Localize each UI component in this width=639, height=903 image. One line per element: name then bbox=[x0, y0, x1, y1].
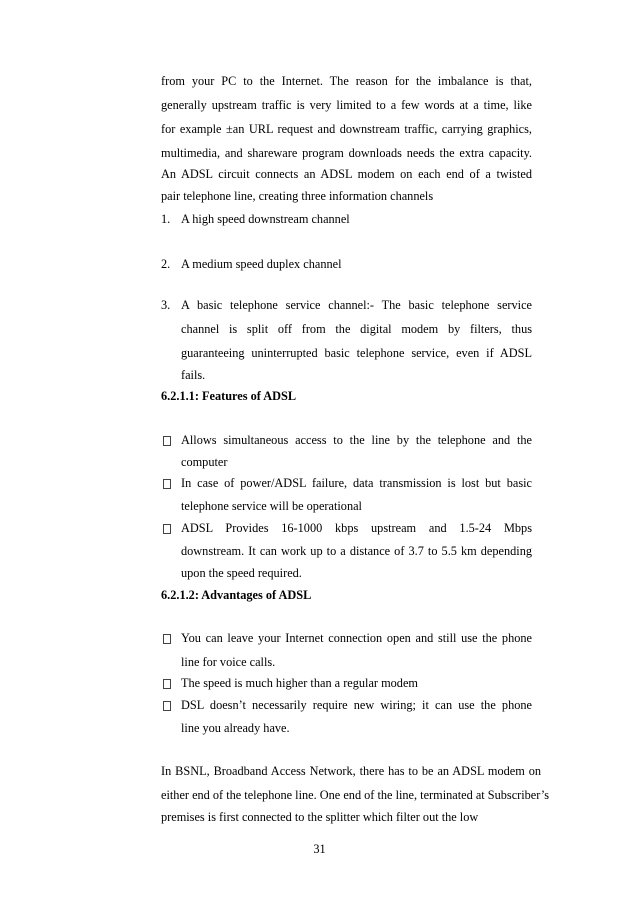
bullet-icon bbox=[163, 436, 171, 446]
list-item-text: A high speed downstream channel bbox=[181, 212, 350, 226]
page-number: 31 bbox=[313, 842, 326, 856]
body-line: premises is first connected to the splitter which filter out the low bbox=[161, 810, 479, 824]
bullet-text: In case of power/ADSL failure, data transmission is lost but basic bbox=[181, 476, 532, 490]
bullet-text: computer bbox=[181, 455, 228, 469]
body-line: either end of the telephone line. One end of the line, terminated at Subscriber’s bbox=[161, 788, 550, 802]
body-line: pair telephone line, creating three information channels bbox=[161, 189, 434, 203]
body-line: from your PC to the Internet. The reason for the imbalance is that, bbox=[161, 74, 532, 88]
section-heading-advantages: 6.2.1.2: Advantages of ADSL bbox=[161, 588, 312, 602]
bullet-text: telephone service will be operational bbox=[181, 499, 362, 513]
bullet-text: You can leave your Internet connection open and still use the phone bbox=[181, 631, 532, 645]
bullet-text: The speed is much higher than a regular modem bbox=[181, 676, 418, 690]
list-item-text: fails. bbox=[181, 368, 206, 382]
bullet-icon bbox=[163, 679, 171, 689]
body-line: for example ±an URL request and downstream traffic, carrying graphics, bbox=[161, 122, 532, 136]
bullet-icon bbox=[163, 479, 171, 489]
body-line: multimedia, and shareware program downloads needs the extra capacity. bbox=[161, 146, 532, 160]
bullet-text: downstream. It can work up to a distance of 3.7 to 5.5 km depending bbox=[181, 544, 532, 558]
bullet-text: Allows simultaneous access to the line by the telephone and the bbox=[181, 433, 532, 447]
bullet-text: DSL doesn’t necessarily require new wiring; it can use the phone bbox=[181, 698, 532, 712]
bullet-icon bbox=[163, 701, 171, 711]
bullet-text: line for voice calls. bbox=[181, 655, 276, 669]
list-number: 3. bbox=[161, 298, 171, 312]
list-number: 1. bbox=[161, 212, 171, 226]
section-heading-features: 6.2.1.1: Features of ADSL bbox=[161, 389, 297, 403]
bullet-text: upon the speed required. bbox=[181, 566, 302, 580]
body-line: generally upstream traffic is very limited to a few words at a time, like bbox=[161, 98, 532, 112]
list-item-text: channel is split off from the digital modem by filters, thus bbox=[181, 322, 532, 336]
list-item-text: A basic telephone service channel:- The basic telephone service bbox=[181, 298, 532, 312]
list-item-text: A medium speed duplex channel bbox=[181, 257, 342, 271]
bullet-text: ADSL Provides 16-1000 kbps upstream and 1.5-24 Mbps bbox=[181, 521, 532, 535]
bullet-icon bbox=[163, 634, 171, 644]
list-item-text: guaranteeing uninterrupted basic telephone service, even if ADSL bbox=[181, 346, 532, 360]
body-line: In BSNL, Broadband Access Network, there has to be an ADSL modem on bbox=[161, 764, 541, 778]
list-number: 2. bbox=[161, 257, 171, 271]
bullet-text: line you already have. bbox=[181, 721, 290, 735]
body-line: An ADSL circuit connects an ADSL modem on each end of a twisted bbox=[161, 167, 532, 181]
bullet-icon bbox=[163, 524, 171, 534]
